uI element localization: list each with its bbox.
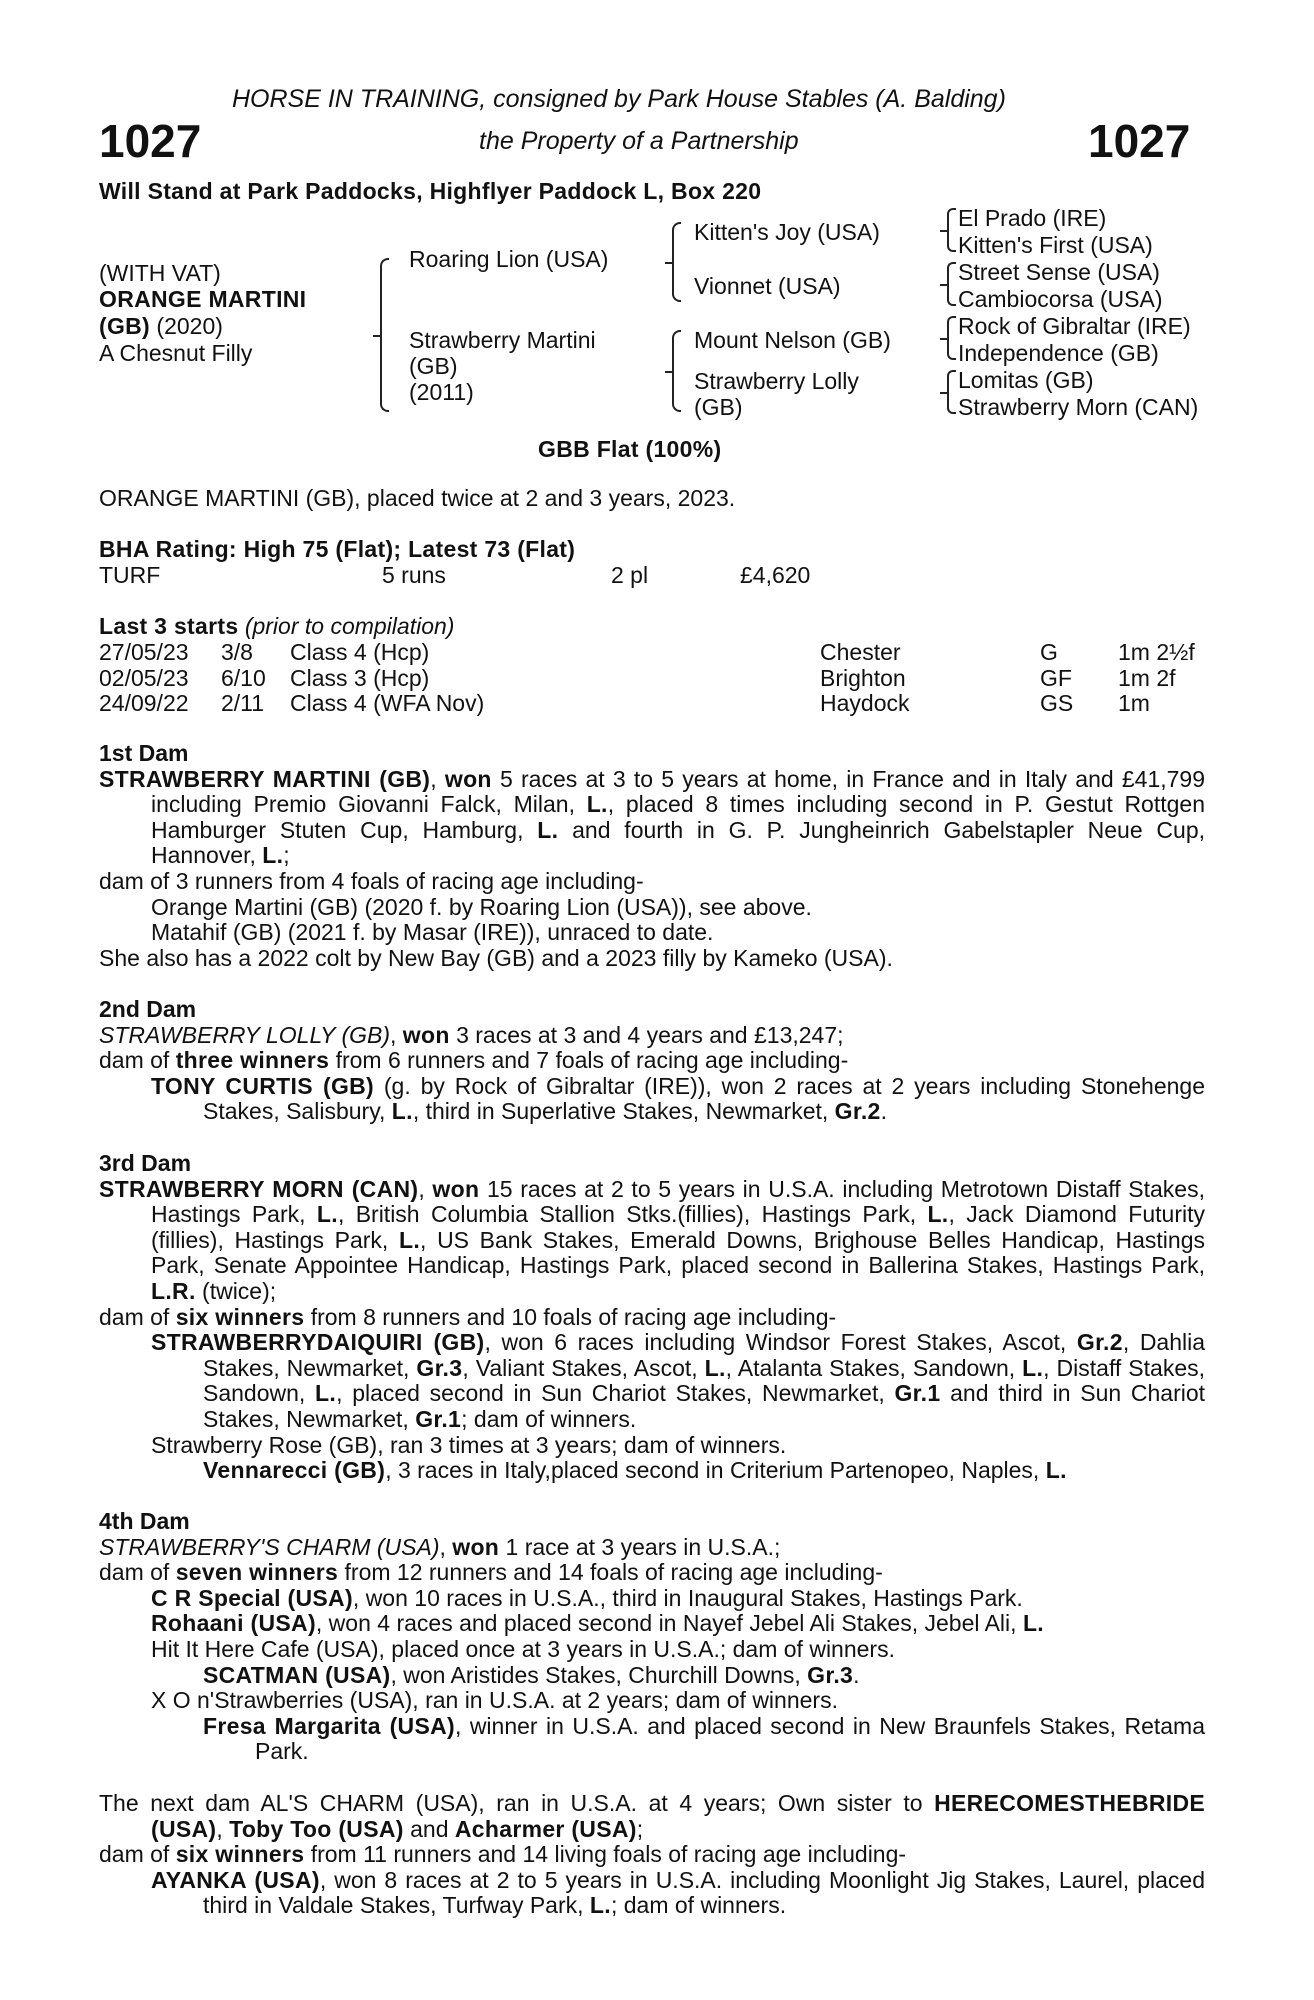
start-race: Class 4 (WFA Nov) bbox=[290, 690, 485, 717]
sister-name: Toby Too (USA) bbox=[229, 1815, 404, 1842]
sire-sire: Kitten's Joy (USA) bbox=[694, 219, 880, 245]
ggs-8: Strawberry Morn (CAN) bbox=[958, 394, 1199, 420]
next-dam-progeny-1 bbox=[99, 1868, 1205, 1919]
pedigree-brace-1 bbox=[380, 258, 389, 412]
dam-year: (2011) bbox=[409, 379, 474, 405]
rating-earnings: £4,620 bbox=[740, 562, 811, 588]
dam-of-text: from 12 runners and 14 foals of racing age including- bbox=[344, 1559, 883, 1586]
pedigree-brace-2a bbox=[672, 222, 681, 302]
fourth-dam-progeny-3: Hit It Here Cafe (USA), placed once at 3 years in U.S.A.; dam of winners. bbox=[151, 1635, 895, 1662]
dam-dam: Strawberry Lolly bbox=[694, 368, 859, 394]
grade-l: L. bbox=[1045, 1457, 1067, 1484]
progeny-text: third in Superlative Stakes, Newmarket, bbox=[425, 1098, 829, 1125]
dam-of-text: from 8 runners and 10 foals of racing age including- bbox=[310, 1303, 837, 1330]
progeny-text: Atalanta Stakes, Sandown, bbox=[737, 1354, 1016, 1381]
start-date: 24/09/22 bbox=[99, 690, 189, 717]
sister-name: HERECOMESTHEBRIDE (USA) bbox=[151, 1790, 1206, 1842]
grade-gr3: Gr.3 bbox=[416, 1354, 463, 1381]
start-date: 02/05/23 bbox=[99, 664, 189, 691]
first-dam-section bbox=[99, 741, 1205, 971]
second-dam-heading: 2nd Dam bbox=[99, 996, 197, 1022]
third-dam-progeny-3 bbox=[99, 1458, 1205, 1484]
fourth-dam-progeny-5: X O n'Strawberries (USA), ran in U.S.A. at 2 years; dam of winners. bbox=[151, 1687, 838, 1714]
first-dam-progeny-2: Matahif (GB) (2021 f. by Masar (IRE)), unraced to date. bbox=[151, 919, 714, 946]
progeny-text: placed second in Sun Chariot Stakes, Newmarket, bbox=[352, 1380, 885, 1407]
first-dam-name: STRAWBERRY MARTINI (GB) bbox=[99, 765, 431, 792]
start-race: Class 4 (Hcp) bbox=[290, 639, 430, 665]
dam-of-text: dam of bbox=[99, 1303, 170, 1330]
grade-l: L. bbox=[1022, 1610, 1044, 1637]
dam-of-text: dam of bbox=[99, 1047, 170, 1074]
consignor-line: HORSE IN TRAINING, consigned by Park House Stables (A. Balding) bbox=[232, 85, 1006, 113]
sire-dam: Vionnet (USA) bbox=[694, 273, 841, 299]
last-starts-heading bbox=[99, 613, 454, 639]
progeny-name: TONY CURTIS (GB) bbox=[151, 1072, 375, 1099]
ggs-3: Street Sense (USA) bbox=[958, 259, 1160, 285]
fourth-dam-progeny-4: SCATMAN (USA), won Aristides Stakes, Churchill Downs, Gr.3. bbox=[203, 1661, 860, 1688]
start-pos: 3/8 bbox=[221, 639, 253, 665]
last-starts-note: (prior to compilation) bbox=[244, 613, 455, 639]
fourth-dam-name: STRAWBERRY'S CHARM (USA) bbox=[99, 1533, 440, 1560]
summary: ORANGE MARTINI (GB), placed twice at 2 and 3 years, 2023. bbox=[99, 485, 736, 511]
ggs-1: El Prado (IRE) bbox=[958, 205, 1107, 231]
fourth-dam-record: STRAWBERRY'S CHARM (USA), won 1 race at 3 years in U.S.A.; bbox=[99, 1533, 781, 1560]
dam-of-text: from 6 runners and 7 foals of racing age including- bbox=[335, 1047, 849, 1074]
grade-l: L. bbox=[316, 1201, 338, 1228]
won-word: won bbox=[432, 1175, 480, 1202]
start-course: Chester bbox=[820, 639, 901, 665]
progeny-name: Vennarecci (GB) bbox=[203, 1457, 386, 1484]
dam-sire: Mount Nelson (GB) bbox=[694, 327, 891, 353]
pedigree-brace-2b bbox=[672, 330, 681, 412]
progeny-text: , won 8 races at 2 to 5 years in U.S.A. including Moonlight Jig Stakes, Laurel, placed third in Valdale Stakes, Turfway Park, bbox=[203, 1866, 1205, 1919]
third-dam-name: STRAWBERRY MORN (CAN) bbox=[99, 1175, 419, 1202]
third-dam-heading: 3rd Dam bbox=[99, 1150, 192, 1176]
last-starts-title: Last 3 starts bbox=[99, 613, 239, 639]
grade-l: L. bbox=[391, 1098, 413, 1125]
first-dam-heading: 1st Dam bbox=[99, 740, 189, 766]
record-text: and bbox=[410, 1815, 449, 1842]
grade-gr1: Gr.1 bbox=[415, 1405, 462, 1432]
third-dam-record: STRAWBERRY MORN (CAN), won 15 races at 2 to 5 years in U.S.A. including Metrotown Distaff Stakes, Hastings Park, L., British Columbia Stallion Stks.(fillies), Hastings Park, L., Jack Diamond Futurity (fillies), Hastings Park, L., US Bank Stakes, Emerald Downs, Brighouse Belles Handicap, Hastings Park, Senate Appointee Handicap, Hastings Park, placed second in Ballerina Stakes, Hastings Park, L.R. (twice); bbox=[99, 1175, 1205, 1304]
start-date: 27/05/23 bbox=[99, 639, 189, 665]
progeny-name: Fresa Margarita (USA) bbox=[203, 1712, 455, 1739]
record-text: Jack Diamond Futurity (fillies), Hastings Park, bbox=[151, 1201, 1205, 1253]
fourth-dam-progeny-2 bbox=[99, 1611, 1205, 1637]
rating-placed: 2 pl bbox=[611, 562, 649, 588]
bha-rating: BHA Rating: High 75 (Flat); Latest 73 (Flat) bbox=[99, 536, 576, 562]
grade-lr: L.R. bbox=[151, 1277, 196, 1304]
progeny-text: , Dahlia Stakes, Newmarket, bbox=[203, 1329, 1206, 1381]
horse-description: A Chesnut Filly bbox=[99, 340, 253, 366]
record-text: (twice); bbox=[202, 1277, 277, 1304]
start-going: GF bbox=[1040, 664, 1072, 691]
dam-of-text: dam of bbox=[99, 1841, 170, 1868]
won-word: won bbox=[444, 765, 492, 792]
grade-gr2: Gr.2 bbox=[834, 1098, 881, 1125]
winners-count: six winners bbox=[175, 1303, 305, 1330]
rating-surface: TURF bbox=[99, 562, 161, 588]
sister-name: Acharmer (USA) bbox=[454, 1815, 637, 1842]
record-text: The next dam AL'S CHARM (USA), ran in U.S.A. at 4 years; Own sister to bbox=[99, 1790, 923, 1816]
rating-runs: 5 runs bbox=[382, 562, 446, 588]
property-line: the Property of a Partnership bbox=[479, 127, 799, 155]
winners-count: three winners bbox=[175, 1047, 330, 1074]
record-text: and fourth in G. P. Jungheinrich Gabelstapler Neue Cup, Hannover, bbox=[151, 816, 1206, 869]
pedigree-brace-3a bbox=[947, 208, 956, 252]
progeny-text: , won 6 races including Windsor Forest Stakes, Ascot, bbox=[484, 1329, 1067, 1356]
first-dam-dam-of: dam of 3 runners from 4 foals of racing age including- bbox=[99, 867, 644, 894]
record-text: placed 8 times including second in P. Gestut Rottgen Hamburger Stuten Cup, Hamburg, bbox=[151, 791, 1206, 843]
progeny-name: Rohaani (USA) bbox=[151, 1610, 316, 1637]
second-dam-progeny-1: TONY CURTIS (GB) (g. by Rock of Gibraltar (IRE)), won 2 races at 2 years including Stonehenge Stakes, Salisbury, L., third in Superlative Stakes, Newmarket, Gr.2. bbox=[151, 1072, 1206, 1125]
start-going: G bbox=[1040, 639, 1058, 665]
horse-year: (2020) bbox=[156, 313, 223, 339]
start-going: GS bbox=[1040, 690, 1074, 717]
sire: Roaring Lion (USA) bbox=[409, 246, 609, 272]
first-dam-record: STRAWBERRY MARTINI (GB), won 5 races at 3 to 5 years at home, in France and in Italy and £41,799 including Premio Giovanni Falck, Milan, L., placed 8 times including second in P. Gestut Rottgen Hamburger Stuten Cup, Hamburg, L. and fourth in G. P. Jungheinrich Gabelstapler Neue Cup, Hannover, L.; bbox=[99, 765, 1206, 869]
progeny-name: C R Special (USA) bbox=[151, 1584, 353, 1611]
ggs-7: Lomitas (GB) bbox=[958, 367, 1094, 393]
first-dam-progeny-1: Orange Martini (GB) (2020 f. by Roaring Lion (USA)), see above. bbox=[151, 893, 812, 920]
second-dam-dam-of bbox=[99, 1048, 1205, 1074]
second-dam-section bbox=[99, 997, 1205, 1125]
next-dam-dam-of bbox=[99, 1842, 1205, 1868]
fourth-dam-progeny-6 bbox=[99, 1714, 1205, 1765]
winners-count: seven winners bbox=[175, 1559, 339, 1586]
second-dam-record: STRAWBERRY LOLLY (GB), won 3 races at 3 and 4 years and £13,247; bbox=[99, 1021, 844, 1048]
ggs-6: Independence (GB) bbox=[958, 340, 1159, 366]
next-dam-section bbox=[99, 1791, 1205, 1919]
third-dam-progeny-2: Strawberry Rose (GB), ran 3 times at 3 years; dam of winners. bbox=[151, 1431, 787, 1458]
progeny-text: (g. by Rock of Gibraltar (IRE)), won 2 races at 2 years including Stonehenge Stakes, Salisbury, bbox=[203, 1072, 1206, 1125]
lot-number-left: 1027 bbox=[99, 115, 202, 167]
progeny-name: SCATMAN (USA) bbox=[203, 1661, 391, 1688]
pedigree-brace-3b bbox=[947, 262, 956, 306]
record-text: 15 races at 2 to 5 years in U.S.A. including Metrotown Distaff Stakes, Hastings Park, bbox=[151, 1175, 1205, 1228]
won-word: won bbox=[402, 1021, 450, 1048]
fourth-dam-heading: 4th Dam bbox=[99, 1508, 190, 1534]
progeny-text: , 3 races in Italy,placed second in Criterium Partenopeo, Naples, bbox=[385, 1457, 1040, 1484]
start-course: Brighton bbox=[820, 664, 906, 691]
progeny-text: ; dam of winners. bbox=[461, 1405, 637, 1432]
second-dam-name: STRAWBERRY LOLLY (GB) bbox=[99, 1021, 391, 1048]
horse-name: ORANGE MARTINI bbox=[99, 286, 307, 312]
grade-l: L. bbox=[704, 1354, 726, 1381]
start-pos: 2/11 bbox=[221, 690, 265, 717]
progeny-text: , won 10 races in U.S.A., third in Inaugural Stakes, Hastings Park. bbox=[352, 1584, 1023, 1611]
horse-origin-year bbox=[99, 313, 223, 339]
start-course: Haydock bbox=[820, 690, 910, 717]
winners-count: six winners bbox=[175, 1841, 305, 1868]
third-dam-section bbox=[99, 1151, 1205, 1484]
record-text: 5 races at 3 to 5 years at home, in France and in Italy and £41,799 including Premio Giovanni Falck, Milan, bbox=[151, 765, 1206, 818]
dam-dam-origin: (GB) bbox=[694, 394, 743, 420]
third-dam-progeny-1: STRAWBERRYDAIQUIRI (GB), won 6 races including Windsor Forest Stakes, Ascot, Gr.2, Dahlia Stakes, Newmarket, Gr.3, Valiant Stakes, Ascot, L., Atalanta Stakes, Sandown, L., Distaff Stakes, Sandown, L., placed second in Sun Chariot Stakes, Newmarket, Gr.1 and third in Sun Chariot Stakes, Newmarket, Gr.1; dam of winners. bbox=[151, 1329, 1206, 1432]
start-pos: 6/10 bbox=[221, 664, 266, 691]
grade-l: L. bbox=[589, 1892, 611, 1919]
record-text: 3 races at 3 and 4 years and £13,247; bbox=[456, 1021, 844, 1048]
grade-gr2: Gr.2 bbox=[1076, 1329, 1123, 1356]
first-dam-also: She also has a 2022 colt by New Bay (GB) and a 2023 filly by Kameko (USA). bbox=[99, 944, 893, 971]
progeny-text: ; dam of winners. bbox=[610, 1892, 787, 1919]
start-dist: 1m 2½f bbox=[1118, 639, 1195, 665]
ggs-5: Rock of Gibraltar (IRE) bbox=[958, 313, 1191, 339]
horse-origin: (GB) bbox=[99, 313, 151, 339]
progeny-text: and third in Sun Chariot Stakes, Newmarket, bbox=[203, 1380, 1206, 1432]
ggs-4: Cambiocorsa (USA) bbox=[958, 286, 1163, 312]
fourth-dam-progeny-1 bbox=[99, 1586, 1205, 1612]
gbb-flat: GBB Flat (100%) bbox=[538, 436, 722, 462]
record-text: 1 race at 3 years in U.S.A.; bbox=[505, 1533, 781, 1560]
stand-location: Will Stand at Park Paddocks, Highflyer Paddock L, Box 220 bbox=[99, 178, 762, 204]
progeny-name: STRAWBERRYDAIQUIRI (GB) bbox=[151, 1329, 485, 1356]
fourth-dam-section bbox=[99, 1509, 1205, 1765]
pedigree-brace-3c bbox=[947, 316, 956, 360]
record-text: US Bank Stakes, Emerald Downs, Brighouse Belles Handicap, Hastings Park, Senate Appointee Handicap, Hastings Park, placed second in Ballerina Stakes, Hastings Park, bbox=[151, 1226, 1205, 1279]
record-text: British Columbia Stallion Stks.(fillies), Hastings Park, bbox=[355, 1201, 917, 1228]
grade-l: L. bbox=[398, 1226, 421, 1253]
grade-l: L. bbox=[537, 816, 559, 843]
grade-l: L. bbox=[1022, 1354, 1044, 1381]
progeny-text: , Valiant Stakes, Ascot, bbox=[462, 1354, 698, 1381]
progeny-name: AYANKA (USA) bbox=[151, 1866, 320, 1893]
progeny-text: , won 4 races and placed second in Nayef Jebel Ali Stakes, Jebel Ali, bbox=[315, 1610, 1017, 1637]
grade-l: L. bbox=[927, 1201, 949, 1228]
progeny-text: , won Aristides Stakes, Churchill Downs, bbox=[390, 1661, 801, 1688]
grade-l: L. bbox=[315, 1380, 337, 1407]
grade-l: L. bbox=[586, 791, 608, 818]
grade-gr1: Gr.1 bbox=[894, 1380, 941, 1407]
dam-of-text: dam of bbox=[99, 1559, 170, 1586]
pedigree-brace-3d bbox=[947, 370, 956, 414]
next-dam-record: The next dam AL'S CHARM (USA), ran in U.S.A. at 4 years; Own sister to HERECOMESTHEBRIDE (USA), Toby Too (USA) and Acharmer (USA); bbox=[99, 1790, 1206, 1842]
progeny-text: Distaff Stakes, Sandown, bbox=[203, 1354, 1205, 1407]
grade-l: L. bbox=[262, 842, 284, 869]
start-dist: 1m 2f bbox=[1118, 664, 1176, 691]
grade-gr3: Gr.3 bbox=[807, 1661, 854, 1688]
vat-note: (WITH VAT) bbox=[99, 260, 221, 286]
dam-of-text: from 11 runners and 14 living foals of racing age including- bbox=[310, 1841, 907, 1868]
dam: Strawberry Martini bbox=[409, 327, 596, 353]
third-dam-dam-of bbox=[99, 1305, 1205, 1331]
progeny-text: , winner in U.S.A. and placed second in New Braunfels Stakes, Retama Park. bbox=[255, 1712, 1205, 1765]
start-race: Class 3 (Hcp) bbox=[290, 664, 430, 691]
dam-origin: (GB) bbox=[409, 353, 458, 379]
start-dist: 1m bbox=[1118, 690, 1150, 717]
lot-number-right: 1027 bbox=[1088, 115, 1191, 167]
fourth-dam-dam-of bbox=[99, 1560, 1205, 1586]
ggs-2: Kitten's First (USA) bbox=[958, 232, 1153, 258]
won-word: won bbox=[452, 1533, 500, 1560]
